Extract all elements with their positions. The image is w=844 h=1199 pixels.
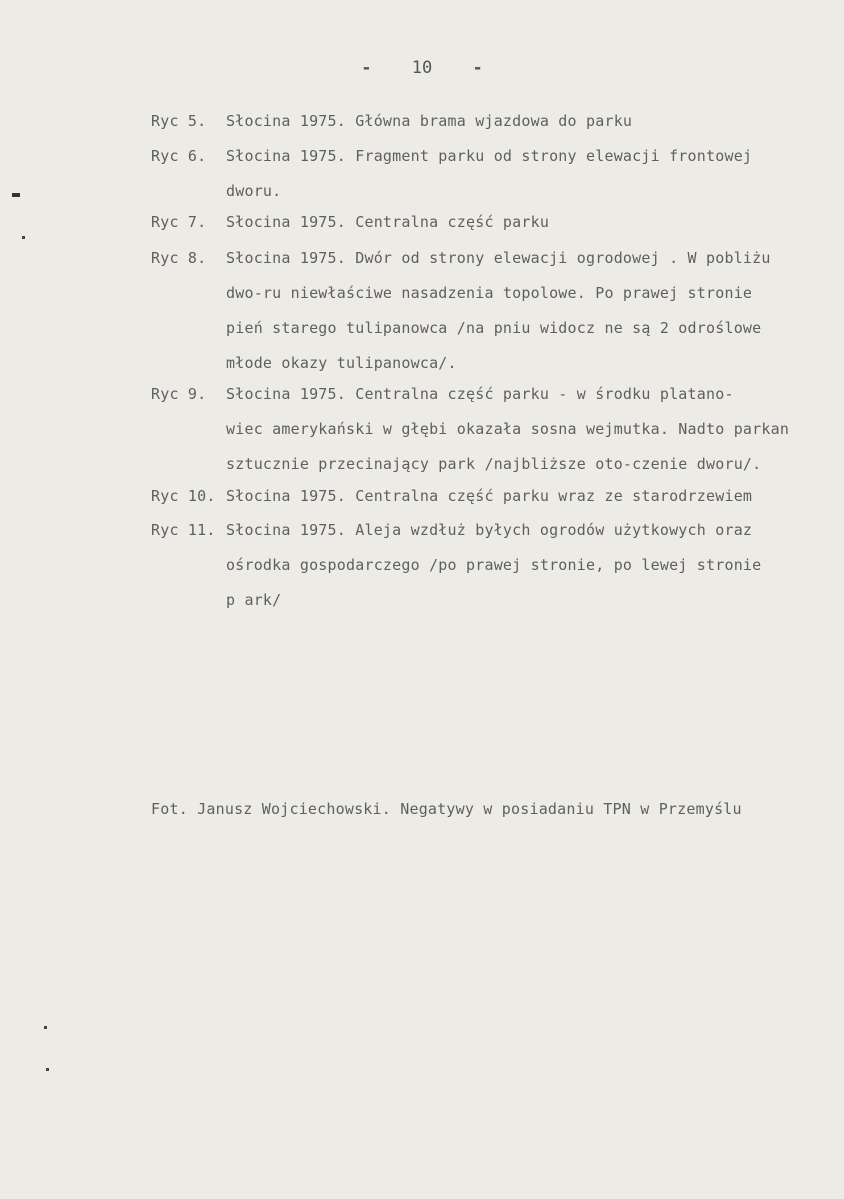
page-number-dash-right: - bbox=[472, 58, 483, 78]
caption-ryc-9 bbox=[151, 377, 841, 482]
caption-text: Słocina 1975. Fragment parku od strony elewacji frontowej bbox=[226, 147, 753, 165]
margin-speck bbox=[46, 1068, 49, 1071]
caption-ryc-8 bbox=[151, 241, 841, 381]
caption-label: Ryc 8. bbox=[151, 249, 207, 267]
caption-ryc-6 bbox=[151, 139, 841, 209]
page-number-dash-left: - bbox=[361, 58, 372, 78]
caption-text: pień starego tulipanowca /na pniu widocz ne są 2 odroślowe bbox=[226, 319, 762, 337]
caption-label: Ryc 11. bbox=[151, 521, 216, 539]
caption-label: Ryc 5. bbox=[151, 112, 207, 130]
margin-speck bbox=[12, 193, 20, 197]
caption-ryc-7 bbox=[151, 205, 841, 240]
caption-text: młode okazy tulipanowca/. bbox=[226, 354, 457, 372]
margin-speck bbox=[44, 1026, 47, 1029]
caption-text: Słocina 1975. Centralna część parku - w środku platano- bbox=[226, 385, 734, 403]
caption-text: Słocina 1975. Centralna część parku bbox=[226, 213, 550, 231]
caption-text: sztucznie przecinający park /najbliższe oto-czenie dworu/. bbox=[226, 455, 762, 473]
page-number-header bbox=[0, 58, 844, 78]
page-number: 10 bbox=[411, 58, 433, 78]
caption-ryc-5 bbox=[151, 104, 841, 139]
caption-label: Ryc 7. bbox=[151, 213, 207, 231]
caption-text: ośrodka gospodarczego /po prawej stronie, po lewej stronie bbox=[226, 556, 762, 574]
caption-label: Ryc 9. bbox=[151, 385, 207, 403]
photo-credit: Fot. Janusz Wojciechowski. Negatywy w posiadaniu TPN w Przemyślu bbox=[151, 800, 742, 818]
caption-text: Słocina 1975. Aleja wzdłuż byłych ogrodów użytkowych oraz bbox=[226, 521, 753, 539]
caption-text: p ark/ bbox=[226, 591, 282, 609]
caption-text: dworu. bbox=[226, 182, 282, 200]
caption-text: Słocina 1975. Centralna część parku wraz ze starodrzewiem bbox=[226, 487, 753, 505]
caption-text: dwo-ru niewłaściwe nasadzenia topolowe. Po prawej stronie bbox=[226, 284, 753, 302]
margin-speck bbox=[22, 236, 25, 239]
caption-text: Słocina 1975. Dwór od strony elewacji ogrodowej . W pobliżu bbox=[226, 249, 771, 267]
caption-text: Słocina 1975. Główna brama wjazdowa do parku bbox=[226, 112, 633, 130]
caption-ryc-11 bbox=[151, 513, 841, 618]
caption-text: wiec amerykański w głębi okazała sosna wejmutka. Nadto parkan bbox=[226, 420, 790, 438]
caption-label: Ryc 10. bbox=[151, 487, 216, 505]
caption-ryc-10 bbox=[151, 479, 841, 514]
caption-label: Ryc 6. bbox=[151, 147, 207, 165]
